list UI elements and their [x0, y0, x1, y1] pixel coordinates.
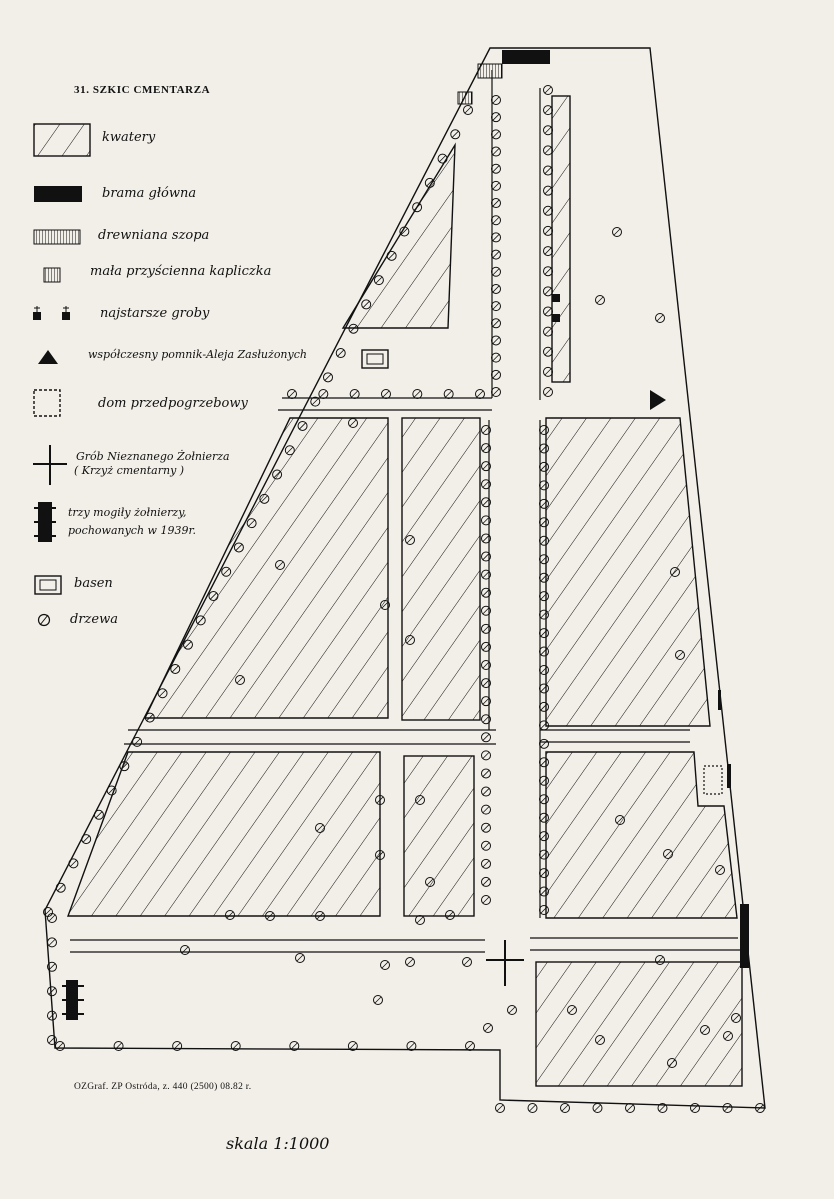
- tree-symbol-stroke: [545, 268, 551, 274]
- legend-label-soldiers-2: pochowanych w 1939r.: [68, 524, 196, 537]
- legend-label-trees: drzewa: [70, 612, 118, 627]
- legend-label-shed: drewniana szopa: [98, 228, 210, 243]
- tree-symbol-stroke: [493, 200, 499, 206]
- legend-soldiers-graves-icon: [34, 502, 56, 542]
- tree-symbol-stroke: [49, 988, 55, 994]
- legend-tree-icon: [39, 615, 50, 626]
- tree-symbol-stroke: [545, 288, 551, 294]
- oldest-grave: [552, 294, 560, 302]
- tree-symbol-stroke: [350, 1043, 356, 1049]
- tree-symbol-stroke: [595, 1105, 601, 1111]
- tree-symbol-stroke: [483, 825, 489, 831]
- legend-label-chapel: mała przyścienna kapliczka: [90, 264, 272, 279]
- tree-symbol-stroke: [483, 572, 489, 578]
- tree-symbol-stroke: [408, 1043, 414, 1049]
- tree-symbol-stroke: [614, 229, 620, 235]
- tree-symbol-stroke: [545, 329, 551, 335]
- tree-symbol-stroke: [660, 1105, 666, 1111]
- main-gate: [502, 50, 550, 64]
- tree-symbol-stroke: [70, 860, 76, 866]
- wall-marker: [718, 690, 721, 710]
- tree-symbol-stroke: [493, 269, 499, 275]
- tree-symbol-stroke: [483, 861, 489, 867]
- tree-symbol-stroke: [545, 248, 551, 254]
- legend-funeral-home-icon: [34, 390, 60, 416]
- legend-label-monument: współczesny pomnik-Aleja Zasłużonych: [88, 348, 307, 361]
- tree-symbol-stroke: [657, 315, 663, 321]
- pool: [362, 350, 388, 368]
- tree-symbol-stroke: [49, 964, 55, 970]
- tree-symbol-stroke: [483, 644, 489, 650]
- tree-symbol-stroke: [493, 320, 499, 326]
- legend-gate-icon: [34, 186, 82, 202]
- tree-symbol-stroke: [483, 662, 489, 668]
- tree-symbol-stroke: [464, 959, 470, 965]
- tree-symbol-stroke: [289, 391, 295, 397]
- tree-symbol-stroke: [312, 399, 318, 405]
- tree-symbol-stroke: [483, 789, 489, 795]
- tree-symbol-stroke: [233, 1043, 239, 1049]
- legend-cross-icon: [33, 445, 67, 485]
- unknown-soldier-cross: [486, 940, 524, 986]
- tree-symbol-stroke: [96, 812, 102, 818]
- tree-symbol-stroke: [483, 807, 489, 813]
- tree-symbol-stroke: [477, 391, 483, 397]
- tree-symbol-stroke: [483, 770, 489, 776]
- legend-label-cross-1: Grób Nieznanego Żołnierza: [76, 450, 230, 463]
- tree-symbol-stroke: [414, 391, 420, 397]
- tree-symbol-stroke: [483, 680, 489, 686]
- legend-label-cross-2: ( Krzyż cmentarny ): [74, 464, 185, 477]
- tree-symbol-stroke: [493, 252, 499, 258]
- tree-symbol-stroke: [545, 147, 551, 153]
- tree-symbol-stroke: [545, 208, 551, 214]
- wooden-shed: [478, 64, 502, 78]
- tree-symbol-stroke: [545, 389, 551, 395]
- tree-symbol-stroke: [483, 734, 489, 740]
- legend-label-pool: basen: [74, 576, 113, 591]
- map-title: 31. SZKIC CMENTARZA: [74, 84, 211, 96]
- tree-symbol-stroke: [483, 481, 489, 487]
- tree-symbol-stroke: [493, 183, 499, 189]
- tree-symbol-stroke: [320, 391, 326, 397]
- legend-chapel-icon: [44, 268, 60, 282]
- tree-symbol-stroke: [530, 1105, 536, 1111]
- tree-symbol-stroke: [493, 217, 499, 223]
- tree-symbol-stroke: [493, 114, 499, 120]
- tree-symbol-stroke: [483, 608, 489, 614]
- tree-symbol-stroke: [483, 554, 489, 560]
- plot-c: [68, 752, 380, 916]
- tree-symbol-stroke: [407, 959, 413, 965]
- wall-marker: [727, 764, 731, 788]
- legend-shed-icon: [34, 230, 80, 244]
- plot-b: [402, 418, 480, 720]
- tree-symbol-stroke: [483, 499, 489, 505]
- tree-symbol-stroke: [382, 962, 388, 968]
- tree-symbol-stroke: [483, 626, 489, 632]
- tree-symbol-stroke: [493, 355, 499, 361]
- tree-symbol-stroke: [493, 131, 499, 137]
- tree-symbol-stroke: [627, 1105, 633, 1111]
- tree-symbol-stroke: [375, 997, 381, 1003]
- legend-grave-icon: [62, 312, 70, 320]
- tree-symbol-stroke: [493, 97, 499, 103]
- tree-symbol-stroke: [493, 234, 499, 240]
- tree-symbol-stroke: [446, 391, 452, 397]
- legend-label-plots: kwatery: [102, 130, 156, 145]
- tree-symbol-stroke: [291, 1043, 297, 1049]
- plot-g: [536, 962, 742, 1086]
- plot-e: [546, 418, 710, 726]
- side-gate: [740, 904, 749, 968]
- legend-label-soldiers-1: trzy mogiły żołnierzy,: [68, 506, 187, 519]
- legend-label-funeral-home: dom przedpogrzebowy: [98, 396, 248, 411]
- tree-symbol-stroke: [483, 463, 489, 469]
- legend-grave-icon: [33, 312, 41, 320]
- plot-narrow-strip: [552, 96, 570, 382]
- tree-symbol-stroke: [497, 1105, 503, 1111]
- tree-symbol-stroke: [545, 188, 551, 194]
- legend-monument-icon: [38, 350, 58, 364]
- tree-symbol-stroke: [325, 374, 331, 380]
- tree-symbol-stroke: [483, 752, 489, 758]
- tree-symbol-stroke: [509, 1007, 515, 1013]
- tree-symbol-stroke: [545, 349, 551, 355]
- tree-symbol-stroke: [83, 836, 89, 842]
- tree-symbol-stroke: [383, 391, 389, 397]
- tree-symbol-stroke: [483, 716, 489, 722]
- tree-symbol-stroke: [58, 885, 64, 891]
- print-footer: OZGraf. ZP Ostróda, z. 440 (2500) 08.82 r.: [74, 1082, 252, 1092]
- tree-symbol-stroke: [545, 127, 551, 133]
- tree-symbol-stroke: [545, 87, 551, 93]
- legend-plot-icon: [34, 124, 90, 156]
- legend-icons: [33, 124, 90, 626]
- tree-symbol-stroke: [493, 389, 499, 395]
- tree-symbol-stroke: [493, 166, 499, 172]
- plot-triangle: [343, 145, 455, 328]
- tree-symbol-stroke: [483, 590, 489, 596]
- tree-symbol-stroke: [452, 131, 458, 137]
- tree-symbol-stroke: [493, 303, 499, 309]
- tree-symbol-stroke: [562, 1105, 568, 1111]
- scale-label: skala 1:1000: [226, 1134, 330, 1153]
- tree-symbol-stroke: [338, 350, 344, 356]
- tree-symbol-stroke: [545, 308, 551, 314]
- tree-symbol-stroke: [545, 168, 551, 174]
- funeral-home: [704, 766, 722, 794]
- tree-symbol-stroke: [493, 337, 499, 343]
- tree-symbol-stroke: [483, 897, 489, 903]
- legend-label-graves: najstarsze groby: [100, 306, 210, 321]
- legend-label-gate: brama główna: [102, 186, 197, 201]
- legend-pool-icon: [35, 576, 61, 594]
- wall-chapel: [458, 92, 472, 104]
- tree-symbol-stroke: [483, 879, 489, 885]
- tree-symbol-stroke: [545, 228, 551, 234]
- tree-symbol-stroke: [597, 297, 603, 303]
- tree-symbol-stroke: [725, 1105, 731, 1111]
- plot-f: [546, 752, 737, 918]
- tree-symbol-stroke: [483, 427, 489, 433]
- tree-symbol-stroke: [545, 369, 551, 375]
- tree-symbol-stroke: [483, 535, 489, 541]
- tree-symbol-stroke: [297, 955, 303, 961]
- tree-symbol-stroke: [493, 372, 499, 378]
- tree-symbol-stroke: [483, 843, 489, 849]
- tree-symbol-stroke: [485, 1025, 491, 1031]
- tree-symbol-stroke: [49, 939, 55, 945]
- tree-symbol-stroke: [467, 1043, 473, 1049]
- tree-symbol-stroke: [465, 107, 471, 113]
- tree-symbol-stroke: [493, 149, 499, 155]
- monument: [650, 390, 666, 410]
- plot-d: [404, 756, 474, 916]
- tree-symbol-stroke: [352, 391, 358, 397]
- tree-symbol-stroke: [483, 698, 489, 704]
- tree-symbol-stroke: [483, 445, 489, 451]
- tree-symbol-stroke: [483, 517, 489, 523]
- oldest-grave: [552, 314, 560, 322]
- tree-symbol-stroke: [493, 286, 499, 292]
- soldiers-graves: [62, 980, 84, 1020]
- tree-symbol-stroke: [545, 107, 551, 113]
- tree-symbol-stroke: [417, 917, 423, 923]
